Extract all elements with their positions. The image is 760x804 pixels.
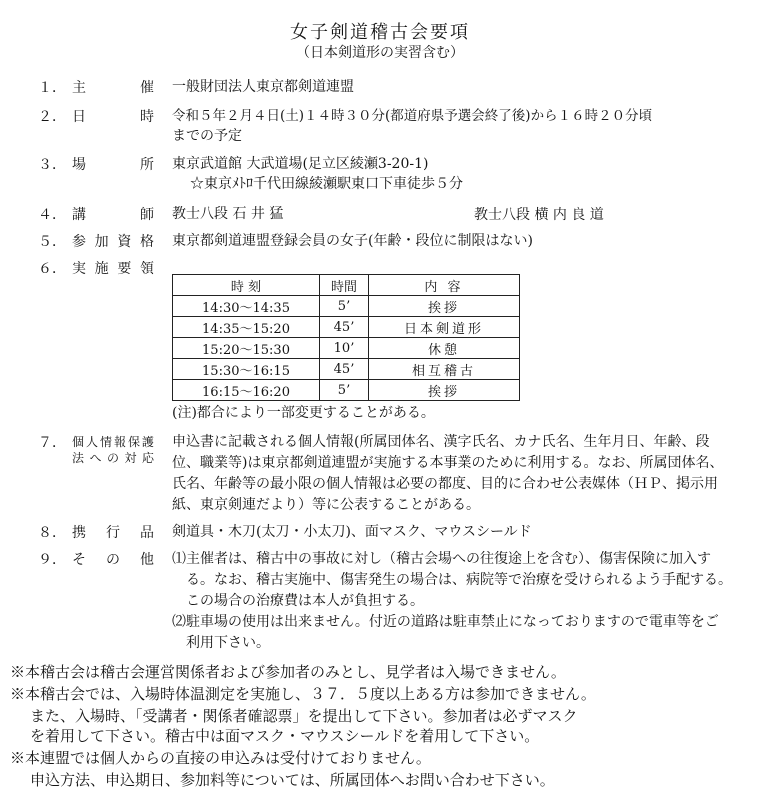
- item-label: [72, 434, 154, 466]
- item-label: [72, 204, 154, 224]
- item-value-cont: までの予定: [172, 128, 242, 144]
- other-list: [172, 549, 732, 654]
- row-time: 15:20～15:30: [173, 338, 320, 359]
- privacy-text: 申込書に記載される個人情報(所属団体名、漢字氏名、カナ氏名、生年月日、年齢、段位、職業等)は東京都剣道連盟が実施する本事業のために利用する。なお、所属団体名、氏名、年齢等の最小限の個人情報は必要の都度、目的に合わせ公表媒体（ＨＰ、掲示用紙、東京剣連だより）等に公表することがある。: [172, 434, 724, 513]
- row-duration: 5’: [320, 296, 369, 317]
- item-value: 東京武道館 大武道場(足立区綾瀬3-20-1): [172, 156, 429, 172]
- item-label-text: 日 時: [72, 109, 154, 125]
- notice-form: また、入場時、「受講者・関係者確認票」を提出して下さい。参加者は必ずマスク: [30, 707, 578, 725]
- item-number: ５．: [38, 234, 66, 250]
- item-label-text: 法 へ の 対 応: [72, 451, 154, 465]
- row-content: 挨拶: [369, 296, 520, 317]
- row-time: 14:35～15:20: [173, 317, 320, 338]
- row-duration: 5’: [320, 380, 369, 401]
- item-label-text: 個 人 情 報 保 護: [72, 435, 154, 449]
- schedule-row: [173, 317, 520, 338]
- item-label-text: 参 加 資 格: [72, 234, 154, 250]
- item-value: 剣道具・木刀(太刀・小太刀)、面マスク、マウスシールド: [172, 524, 532, 540]
- schedule-header-row: [173, 275, 520, 296]
- other-item-2: [172, 612, 732, 654]
- item-marker: ⑵: [172, 614, 186, 630]
- item-value: 令和５年２月４日(土)１４時３０分(都道府県予選会終了後)から１６時２０分頃: [172, 108, 653, 124]
- item-label-text: 講 師: [72, 207, 154, 223]
- item-label: [72, 154, 154, 174]
- instructor-2: 教士八段 横 内 良 道: [474, 207, 604, 223]
- item-number: ３．: [38, 157, 66, 173]
- item-number: １．: [38, 80, 66, 96]
- schedule-row: [173, 296, 520, 317]
- notice-contact: 申込方法、申込期日、参加料等については、所属団体へお問い合わせ下さい。: [30, 771, 555, 789]
- item-label-text: そ の 他: [72, 552, 154, 568]
- item-label: [72, 258, 154, 278]
- item-label: [72, 106, 154, 126]
- item-label-text: 場 所: [72, 157, 154, 173]
- item-marker: ⑴: [172, 551, 186, 567]
- item-number: ６．: [38, 261, 66, 277]
- item-value: 東京都剣道連盟登録会員の女子(年齢・段位に制限はない): [172, 233, 533, 249]
- header-duration: 時間: [320, 275, 369, 296]
- notice-no-individual: ※本連盟では個人からの直接の申込みは受付けておりません。: [10, 749, 431, 767]
- row-content: 日本剣道形: [369, 317, 520, 338]
- item-label: [72, 522, 154, 542]
- item-label: [72, 549, 154, 569]
- instructor-1: 教士八段 石 井 猛: [172, 206, 284, 222]
- schedule-row: [173, 380, 520, 401]
- document-subtitle: （日本剣道形の実習含む）: [296, 45, 464, 61]
- notice-temperature: ※本稽古会では、入場時体温測定を実施し、３７．５度以上ある方は参加できません。: [10, 685, 596, 703]
- row-duration: 45’: [320, 317, 369, 338]
- item-label: [72, 231, 154, 251]
- item-number: ８．: [38, 525, 66, 541]
- row-content: 相互稽古: [369, 359, 520, 380]
- item-number: ２．: [38, 109, 66, 125]
- header-time: 時 刻: [173, 275, 320, 296]
- row-time: 15:30～16:15: [173, 359, 320, 380]
- item-number: ７．: [38, 435, 66, 451]
- item-label-text: 実 施 要 領: [72, 261, 154, 277]
- notice-mask: を着用して下さい。稽古中は面マスク・マウスシールドを着用して下さい。: [30, 727, 540, 745]
- row-content: 休憩: [369, 338, 520, 359]
- schedule-row: [173, 338, 520, 359]
- item-number: ４．: [38, 207, 66, 223]
- row-content: 挨拶: [369, 380, 520, 401]
- notice-no-spectators: ※本稽古会は稽古会運営関係者および参加者のみとし、見学者は入場できません。: [10, 663, 566, 681]
- schedule-table: [172, 274, 520, 401]
- row-time: 16:15～16:20: [173, 380, 320, 401]
- row-duration: 45’: [320, 359, 369, 380]
- item-label-text: 携 行 品: [72, 525, 154, 541]
- header-content: 内 容: [369, 275, 520, 296]
- item-number: ９．: [38, 552, 66, 568]
- item-text: 駐車場の使用は出来ません。付近の道路は駐車禁止になっておりますので電車等をご利用下さい。: [186, 614, 719, 651]
- row-time: 14:30～14:35: [173, 296, 320, 317]
- schedule-note: (注)都合により一部変更することがある。: [172, 405, 435, 421]
- item-text: 主催者は、稽古中の事故に対し（稽古会場への往復途上を含む）、傷害保険に加入する。なお、稽古実施中、傷害発生の場合は、病院等で治療を受けられるよう手配する。この場合の治療費は本人が負担する。: [186, 551, 732, 609]
- row-duration: 10’: [320, 338, 369, 359]
- document-title: 女子剣道稽古会要項: [290, 22, 470, 43]
- item-label-text: 主 催: [72, 80, 154, 96]
- schedule-row: [173, 359, 520, 380]
- item-label: [72, 77, 154, 97]
- item-value-access: ☆東京ﾒﾄﾛ千代田線綾瀬駅東口下車徒歩５分: [190, 176, 463, 192]
- other-item-1: [172, 549, 732, 612]
- item-value: 一般財団法人東京都剣道連盟: [172, 79, 354, 95]
